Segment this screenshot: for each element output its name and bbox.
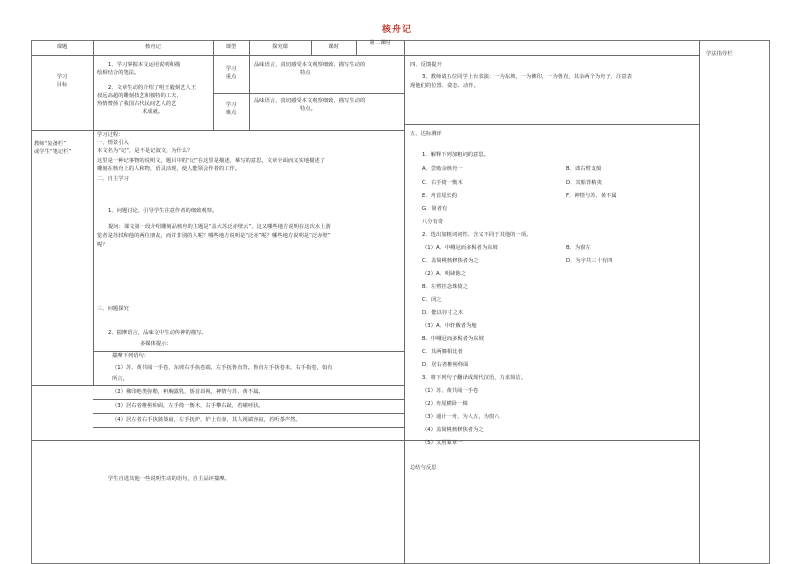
q2-option: D．为字共三十有四 bbox=[566, 258, 613, 264]
header-divider-right bbox=[404, 55, 699, 56]
def-item: G．简者有 bbox=[422, 206, 448, 212]
section-test: 五、达标测评 bbox=[410, 131, 442, 137]
example-line: （2）佛印绝类弥勒，袒胸露乳，矫首昂视，神情与苏、黄不属。 bbox=[112, 389, 264, 395]
q3-item: （3）通计一舟，为人五，为窗八 bbox=[422, 414, 500, 420]
feedback-task: 现他们的位置、姿态、动作。 bbox=[410, 83, 479, 89]
def-item: F．神情与苏、黄不属 bbox=[566, 193, 617, 199]
page-title: 核舟记 bbox=[381, 25, 412, 35]
grid-line bbox=[404, 124, 699, 125]
example-line: （1）苏、黄共阅一手卷，东坡右手执卷端，左手抚鲁直背。鲁直左手执卷末，右手指卷，如有 bbox=[112, 365, 333, 371]
goal-line: 2、文章生动的介绍了明王毅刻艺人王 bbox=[108, 85, 197, 91]
grid-line bbox=[93, 399, 404, 400]
grid-line bbox=[31, 130, 404, 131]
goal-line: 绘相结合的笔法。 bbox=[97, 70, 140, 76]
def-item: B．诎右臂支船 bbox=[566, 166, 602, 172]
q2-option: （1）A．中峨冠而多髯者为东坡 bbox=[422, 245, 498, 251]
example-line: （4）居左者右手执蒲葵扇，左手抚炉，炉上有壶，其人视端容寂，若听茶声然。 bbox=[112, 417, 301, 423]
goals-label-2: 目标 bbox=[56, 82, 68, 88]
key-label: 学习 bbox=[225, 66, 237, 72]
summary-label: 总结与反思 bbox=[410, 465, 437, 471]
grid-line bbox=[93, 385, 404, 386]
question-1-detail: 提问：课文第一段介绍雕刻品核舟的主题是“盖大苏泛赤壁云”，这又哪些地方说明在这次水上游 bbox=[108, 224, 331, 230]
section-self-study: 二、自主学习 bbox=[97, 176, 129, 182]
q3-item: （1）苏、黄共阅一手卷 bbox=[422, 388, 479, 394]
section-feedback: 四、反馈提升 bbox=[410, 62, 442, 68]
question-1: 1、问题讨论，引导学生注意作者的细致观察。 bbox=[108, 208, 218, 214]
diff-text-2: 特点。 bbox=[300, 106, 316, 112]
section-inquiry: 三、问题探究 bbox=[97, 306, 129, 312]
note-label-2: 或学生“笔记栏” bbox=[34, 149, 72, 155]
grid-line bbox=[404, 40, 405, 564]
key-label-2: 重点 bbox=[225, 74, 237, 80]
def-item: D．其船背稍夷 bbox=[566, 180, 602, 186]
intro-line: 这里是一种记事物的说明文，题目中的“记”在这里是描述、摹写的意思。文章全面而又实地描述了 bbox=[97, 158, 325, 164]
def-item: E．舟首尾长约 bbox=[422, 193, 458, 199]
example-line: （3）居右者椎髻仰面，左手倚一衡木，右手攀右趾，若啸呼状。 bbox=[112, 403, 264, 409]
test-q2: 2．选出加粗词词性、含义不同于其他的一项。 bbox=[422, 232, 532, 238]
guide-label: 学法指导栏 bbox=[706, 51, 733, 57]
def-item: A．尝贻余核舟一 bbox=[422, 166, 463, 172]
q2-option: B．左臂挂念珠倚之 bbox=[422, 284, 469, 290]
diff-text: 品味语言，真切感受本文观察细致、描写生动的 bbox=[254, 98, 366, 104]
type-value: 探究课 bbox=[272, 44, 288, 50]
def-item: C．右手倚一衡木 bbox=[422, 180, 463, 186]
grid-line bbox=[93, 351, 404, 352]
q2-option: （3）A．中轩敞者为舱 bbox=[422, 323, 477, 329]
intro-line: 本文名为“记”，是不是记叙文，为什么？ bbox=[97, 148, 193, 154]
key-text: 品味语言，真切感受本文观察细致、描写生动的 bbox=[254, 62, 366, 68]
goal-line: 1、学习掌握本文运用说明和描 bbox=[108, 62, 181, 68]
process-heading: 学习过程： bbox=[97, 132, 124, 138]
section-intro: 一、情景引入 bbox=[97, 140, 129, 146]
type-label: 课型 bbox=[225, 44, 237, 50]
grid-line bbox=[213, 93, 404, 94]
intro-line: 雕刻在核舟上的人和物，语灵活现，使人能领会作者的工作。 bbox=[97, 166, 241, 172]
question-2-hint: 多媒体提示： bbox=[140, 341, 172, 347]
grid-line bbox=[93, 427, 404, 428]
q2-option: B．中峨冠而多髯者为东坡 bbox=[422, 336, 484, 342]
self-select-task: 学生自选其他一些说明生动的语句，自主品评揣摩。 bbox=[108, 476, 230, 482]
goal-line: 热情赞扬了我国古代民间艺人的艺 bbox=[97, 101, 177, 107]
diff-label: 学习 bbox=[225, 102, 237, 108]
grid-line bbox=[31, 385, 93, 386]
goal-line: 术成就。 bbox=[142, 109, 164, 115]
question-1-detail: 呢？ bbox=[97, 242, 108, 248]
key-text-2: 特点 bbox=[300, 70, 311, 76]
question-2: 2、揣摩语言，品味文中生动传神的描写。 bbox=[108, 330, 207, 336]
q2-option: （2）A．明肆陈之 bbox=[422, 271, 467, 277]
diff-label-2: 难点 bbox=[225, 110, 237, 116]
topic-label: 课题 bbox=[56, 44, 68, 50]
examples-heading: 揣摩下列语句： bbox=[112, 353, 150, 359]
grid-line bbox=[93, 40, 94, 385]
header-divider bbox=[31, 55, 404, 56]
grid-line bbox=[249, 40, 250, 130]
goals-label: 学习 bbox=[56, 74, 68, 80]
q2-option: D．能以径寸之木 bbox=[422, 310, 464, 316]
period-label: 课时 bbox=[328, 44, 339, 50]
q2-option: C．盖简桃核修狭者为之 bbox=[422, 258, 479, 264]
q3-item: （4）盖简桃核修狭者为之 bbox=[422, 427, 484, 433]
goal-line: 叔远高超的雕刻技艺和独特的工夫， bbox=[97, 93, 182, 99]
q3-item: （2）舟尾横卧一楫 bbox=[422, 401, 468, 407]
period-value: 第二课时 bbox=[369, 40, 391, 46]
feedback-task: 3、教师请五位同学上台表演：一为东坡，一为佛印，一为鲁直，其余两个为舟子，注意表 bbox=[422, 74, 632, 80]
test-q1: 1．解释下列加粗词的意思。 bbox=[422, 152, 489, 158]
note-label: 教师“复备栏” bbox=[34, 141, 66, 147]
q2-option: B．为窗左 bbox=[566, 245, 591, 251]
grid-line bbox=[699, 40, 700, 564]
q2-option: C．闭之 bbox=[422, 297, 442, 303]
q2-option: D．居右者椎髻仰面 bbox=[422, 362, 469, 368]
lesson-table bbox=[31, 40, 770, 564]
grid-line bbox=[31, 440, 404, 441]
test-q3: 3．将下列句子翻译成现代汉语，力求简洁。 bbox=[422, 375, 527, 381]
grid-line bbox=[93, 413, 404, 414]
question-1-detail: 览者是苏轼和他的两位朋友，而并非别的人呢？哪些地方说明是“泛赤”呢？哪些地方说明是“泛赤壁” bbox=[97, 233, 331, 239]
example-line: 所言。 bbox=[112, 376, 128, 382]
def-item: 八分有奇 bbox=[422, 219, 444, 225]
topic-value: 核舟记 bbox=[145, 44, 161, 50]
q2-option: C．其两膝相比者 bbox=[422, 349, 463, 355]
q3-item: （5）又用篆章一 bbox=[422, 440, 463, 446]
